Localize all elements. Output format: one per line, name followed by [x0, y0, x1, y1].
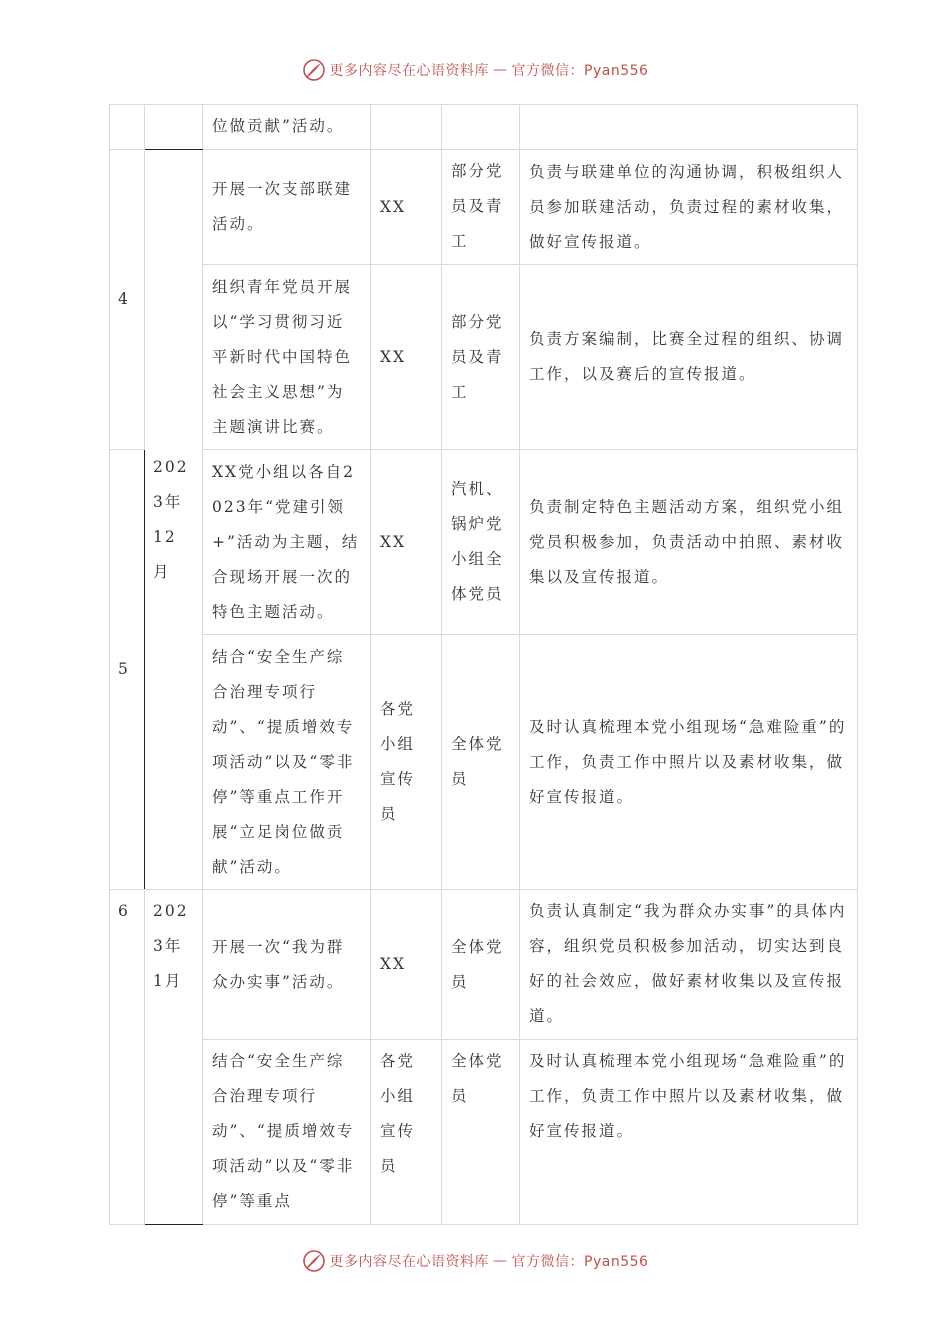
duty-cell: 负责与联建单位的沟通协调，积极组织人员参加联建活动，负责过程的素材收集，做好宣传报道。 [520, 150, 858, 265]
table-row [110, 635, 858, 890]
banner-dash: — [493, 1253, 508, 1269]
owner-cell: XX [371, 890, 442, 1040]
participants-cell: 全体党员 [442, 635, 520, 890]
owner-cell: XX [371, 265, 442, 450]
footer-watermark [0, 1249, 950, 1273]
activity-cell: 结合“安全生产综合治理专项行动”、“提质增效专项活动”以及“零非停”等重点 [203, 1040, 371, 1225]
banner-wechat: 官方微信：Pyan556 [511, 63, 649, 79]
seq-cell: 5 [110, 450, 145, 890]
date-cell: 2023年12月 [145, 150, 203, 890]
duty-cell: 负责方案编制，比赛全过程的组织、协调工作，以及赛后的宣传报道。 [520, 265, 858, 450]
activity-cell: XX党小组以各自2023年“党建引领+”活动为主题，结合现场开展一次的特色主题活动。 [203, 450, 371, 635]
activity-plan-table [109, 104, 858, 1225]
header-watermark [0, 58, 950, 82]
banner-wechat: 官方微信：Pyan556 [511, 1254, 649, 1270]
seq-cell: 6 [110, 890, 145, 1225]
owner-cell: 各党小组宣传员 [371, 1040, 442, 1225]
activity-cell: 开展一次支部联建活动。 [203, 150, 371, 265]
table-row [110, 265, 858, 450]
duty-cell: 及时认真梳理本党小组现场“急难险重”的工作，负责工作中照片以及素材收集，做好宣传报道。 [520, 635, 858, 890]
table-row [110, 105, 858, 150]
duty-cell: 及时认真梳理本党小组现场“急难险重”的工作，负责工作中照片以及素材收集，做好宣传报道。 [520, 1040, 858, 1225]
date-cell: 2023年1月 [145, 890, 203, 1225]
activity-cell: 开展一次“我为群众办实事”活动。 [203, 890, 371, 1040]
activity-cell: 组织青年党员开展以“学习贯彻习近平新时代中国特色社会主义思想”为主题演讲比赛。 [203, 265, 371, 450]
seq-cell: 4 [110, 150, 145, 450]
owner-cell [371, 105, 442, 150]
duty-cell: 负责认真制定“我为群众办实事”的具体内容，组织党员积极参加活动，切实达到良好的社会效应，做好素材收集以及宣传报道。 [520, 890, 858, 1040]
table-row [110, 890, 858, 1040]
banner-brand: 更多内容尽在心语资料库 [329, 63, 490, 79]
quill-seal-icon [302, 1249, 326, 1273]
participants-cell: 汽机、锅炉党小组全体党员 [442, 450, 520, 635]
participants-cell [442, 105, 520, 150]
activity-cell: 位做贡献”活动。 [203, 105, 371, 150]
participants-cell: 部分党员及青工 [442, 150, 520, 265]
table-row [110, 150, 858, 265]
duty-cell [520, 105, 858, 150]
table-row [110, 1040, 858, 1225]
banner-brand: 更多内容尽在心语资料库 [329, 1254, 490, 1270]
participants-cell: 部分党员及青工 [442, 265, 520, 450]
banner-dash: — [493, 62, 508, 78]
owner-cell: 各党小组宣传员 [371, 635, 442, 890]
seq-cell [110, 105, 145, 150]
activity-cell: 结合“安全生产综合治理专项行动”、“提质增效专项活动”以及“零非停”等重点工作开展“立足岗位做贡献”活动。 [203, 635, 371, 890]
owner-cell: XX [371, 450, 442, 635]
quill-seal-icon [302, 58, 326, 82]
participants-cell: 全体党员 [442, 1040, 520, 1225]
owner-cell: XX [371, 150, 442, 265]
date-cell [145, 105, 203, 150]
participants-cell: 全体党员 [442, 890, 520, 1040]
table-row [110, 450, 858, 635]
duty-cell: 负责制定特色主题活动方案，组织党小组党员积极参加，负责活动中拍照、素材收集以及宣传报道。 [520, 450, 858, 635]
